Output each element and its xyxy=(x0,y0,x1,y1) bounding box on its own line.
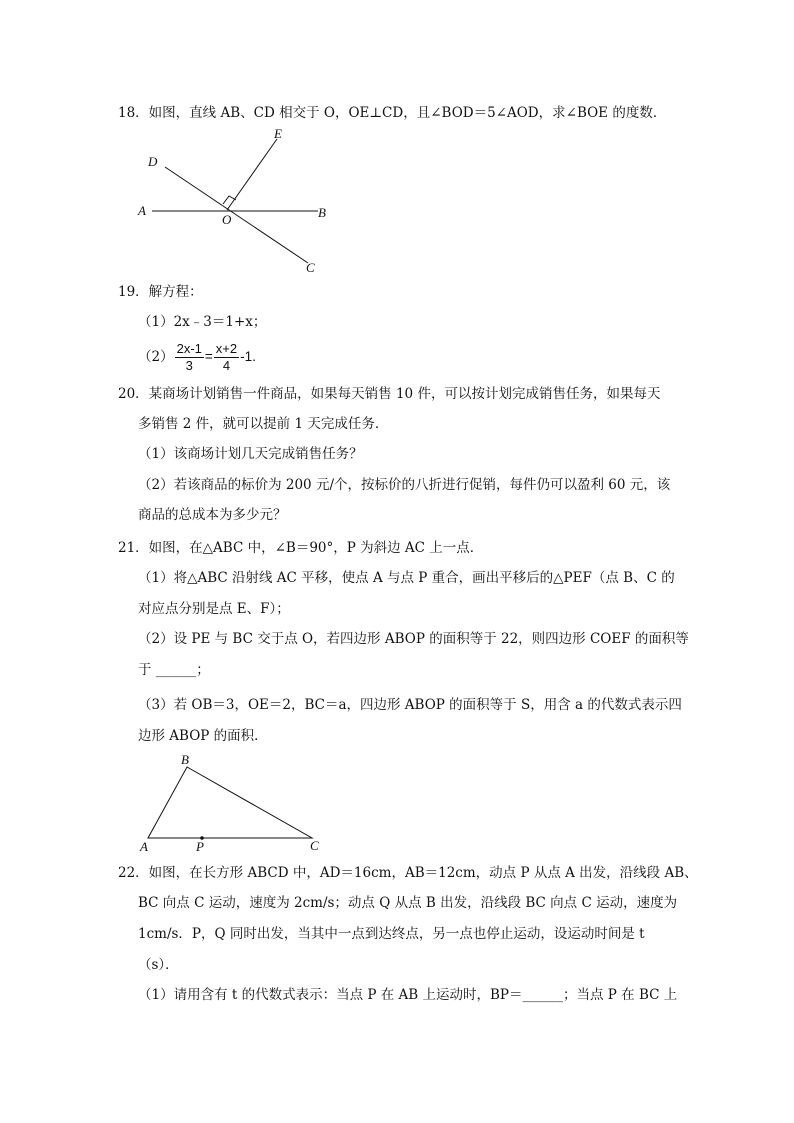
fraction-2 xyxy=(214,341,239,374)
fraction-2-denominator: 4 xyxy=(222,358,231,373)
equals-sign: = xyxy=(204,349,213,364)
label-b: B xyxy=(181,752,189,767)
q22-text-line2: BC 向点 C 运动，速度为 2cm/s；动点 Q 从点 B 出发，沿线段 BC 向点 C 运动，速度为 xyxy=(138,895,678,911)
q22-text-line4: （s）． xyxy=(138,957,179,973)
q19-part1: （1）2x﹣3＝1+x； xyxy=(138,314,267,330)
q21-text: 21．如图，在△ABC 中，∠B＝90°，P 为斜边 AC 上一点． xyxy=(118,540,484,556)
label-d: D xyxy=(148,154,158,169)
q19-part2-tail: -1. xyxy=(240,349,256,364)
q21-part1-line2: 对应点分别是点 E、F）； xyxy=(138,601,290,617)
q22-text-line1: 22．如图，在长方形 ABCD 中，AD＝16cm，AB＝12cm，动点 P 从点 A 出发，沿线段 AB、 xyxy=(118,865,698,881)
label-a: A xyxy=(140,839,148,854)
q18-figure xyxy=(130,122,340,282)
q21-part1-line1: （1）将△ABC 沿射线 AC 平移，使点 A 与点 P 重合，画出平移后的△PEF（点 B、C 的 xyxy=(138,570,675,586)
q22-text-line3: 1cm/s．P，Q 同时出发，当其中一点到达终点，另一点也停止运动，设运动时间是 t xyxy=(138,926,645,942)
q20-part2-line2: 商品的总成本为多少元？ xyxy=(138,507,287,523)
q20-text-line2: 多销售 2 件，就可以提前 1 天完成任务． xyxy=(138,416,389,432)
label-c: C xyxy=(306,260,315,275)
q21-figure xyxy=(134,750,334,855)
q21-part3-line2: 边形 ABOP 的面积． xyxy=(138,728,268,744)
q21-part2-line1: （2）设 PE 与 BC 交于点 O，若四边形 ABOP 的面积等于 22，则四边形 COEF 的面积等 xyxy=(138,631,689,647)
q20-part1: （1）该商场计划几天完成销售任务？ xyxy=(138,446,363,462)
fraction-2-numerator: x+2 xyxy=(215,341,238,356)
q19-part2 xyxy=(138,340,256,374)
q22-part1: （1）请用含有 t 的代数式表示：当点 P 在 AB 上运动时，BP＝______；当点 P 在 BC 上 xyxy=(138,987,678,1003)
fraction-1 xyxy=(175,341,204,374)
label-b: B xyxy=(318,205,326,220)
triangle-abc xyxy=(148,767,312,838)
label-e: E xyxy=(274,126,282,141)
q21-part2-line2: 于 ______； xyxy=(138,662,210,678)
label-o: O xyxy=(222,212,232,227)
line-cd xyxy=(165,167,308,263)
q21-part3-line1: （3）若 OB＝3，OE＝2，BC＝a，四边形 ABOP 的面积等于 S，用含 a 的代数式表示四 xyxy=(138,697,682,713)
q19-part2-prefix: （2） xyxy=(138,349,174,365)
fraction-1-denominator: 3 xyxy=(185,358,193,373)
fraction-1-numerator: 2x-1 xyxy=(176,341,202,356)
q20-text-line1: 20．某商场计划销售一件商品，如果每天销售 10 件，可以按计划完成销售任务，如果每天 xyxy=(118,386,661,402)
label-a: A xyxy=(138,203,146,218)
label-p: P xyxy=(196,839,204,854)
q18-text: 18．如图，直线 AB、CD 相交于 O，OE⊥CD，且∠BOD＝5∠AOD，求∠BOE 的度数． xyxy=(118,105,667,121)
q19-text: 19．解方程： xyxy=(118,284,203,300)
q20-part2-line1: （2）若该商品的标价为 200 元/个，按标价的八折进行促销，每件仍可以盈利 60 元，该 xyxy=(138,477,671,493)
label-c: C xyxy=(310,838,319,853)
